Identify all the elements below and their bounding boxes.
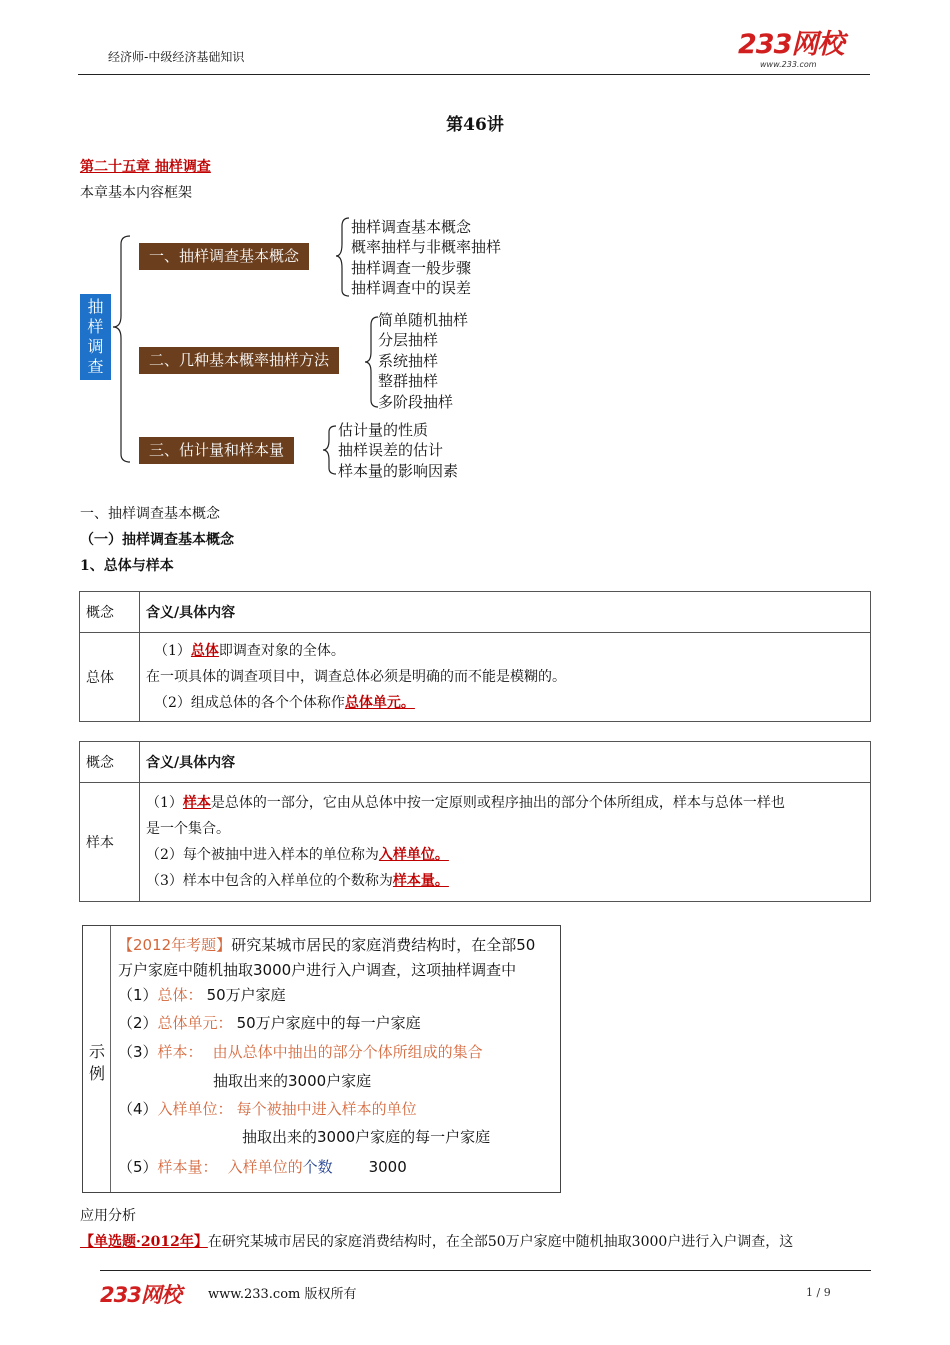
example-item [118, 1012, 421, 1033]
text: 研究某城市居民的家庭消费结构时，在全部50 [231, 936, 536, 954]
highlight-term: 总体 [190, 643, 219, 659]
example-item [118, 1041, 483, 1062]
table-sample [79, 741, 871, 902]
example-box [82, 925, 561, 1193]
question [80, 1231, 793, 1251]
header-course: 经济师-中级经济基础知识 [108, 50, 245, 64]
mindmap-leaf: 抽样调查中的误差 [351, 279, 472, 298]
example-item [118, 984, 286, 1005]
logo-url: www.233.com [760, 60, 817, 69]
logo-text: 233网校 [738, 29, 844, 60]
mindmap-leaf: 概率抽样与非概率抽样 [351, 238, 502, 257]
highlight-term: 样本 [182, 795, 211, 811]
example-intro [118, 934, 535, 955]
mindmap-root: 抽样调查 [80, 294, 111, 380]
header-divider [78, 74, 870, 75]
mindmap-leaf: 整群抽样 [378, 372, 439, 391]
page-title: 第46讲 [446, 115, 504, 135]
row-label: 总体 [80, 633, 140, 722]
example-item [118, 1098, 417, 1119]
footer-divider [100, 1270, 871, 1271]
text: （3）样本中包含的入样单位的个数称为 [146, 873, 393, 889]
term: 样本量： [157, 1158, 218, 1176]
table-cell [140, 633, 871, 722]
example-intro-2: 万户家庭中随机抽取3000户进行入户调查，这项抽样调查中 [118, 961, 517, 979]
text: （2） [118, 1014, 158, 1032]
topic-heading: 1、总体与样本 [80, 558, 174, 574]
mindmap-branch-3: 三、估计量和样本量 [139, 437, 294, 464]
mindmap-leaf: 系统抽样 [378, 351, 439, 370]
definition: 由从总体中抽出的部分个体所组成的集合 [212, 1043, 483, 1061]
definition: 每个被抽中进入样本的单位 [236, 1100, 417, 1118]
mindmap-leaf: 抽样调查一般步骤 [351, 258, 472, 277]
mindmap-branch-3-leaves [338, 420, 458, 481]
text: （2）每个被抽中进入样本的单位称为 [146, 847, 379, 863]
highlight-term: 样本量。 [392, 873, 449, 889]
text: （1） [146, 795, 183, 811]
mindmap-leaf: 抽样调查基本概念 [351, 218, 472, 236]
example-item-desc: 抽取出来的3000户家庭的每一户家庭 [242, 1128, 491, 1146]
table-cell [140, 783, 871, 902]
highlight-term: 总体单元。 [344, 695, 415, 711]
example-item [118, 1156, 407, 1177]
term: 样本： [157, 1043, 203, 1061]
chapter-title: 第二十五章 抽样调查 [80, 159, 211, 175]
mindmap-leaf: 多阶段抽样 [378, 392, 454, 411]
table-header: 概念 [80, 592, 140, 633]
definition-emphasis: 个数 [302, 1158, 333, 1176]
example-label: 示例 [89, 1042, 106, 1083]
mindmap-leaf: 样本量的影响因素 [338, 461, 459, 480]
text: （1） [154, 643, 191, 659]
footer-copyright: www.233.com 版权所有 [208, 1287, 357, 1302]
text: 在一项具体的调查项目中，调查总体必须是明确的而不能是模糊的。 [146, 669, 566, 685]
mindmap-branch-1: 一、抽样调查基本概念 [139, 243, 309, 270]
section-heading: 一、抽样调查基本概念 [80, 506, 220, 522]
term: 总体： [157, 986, 203, 1004]
mindmap-leaf: 简单随机抽样 [378, 311, 469, 329]
mindmap-branch-2: 二、几种基本概率抽样方法 [139, 347, 339, 374]
example-item-desc: 抽取出来的3000户家庭 [213, 1072, 372, 1090]
page-number: 1 / 9 [806, 1286, 831, 1299]
mindmap-leaf: 分层抽样 [378, 331, 439, 350]
exam-tag: 【2012年考题】 [118, 936, 232, 954]
mindmap-branch-2-leaves [378, 310, 468, 412]
text: 是一个集合。 [146, 821, 230, 837]
table-header: 概念 [80, 742, 140, 783]
mindmap-leaf: 抽样误差的估计 [338, 441, 444, 460]
text: （5） [118, 1158, 158, 1176]
text: 3000 [368, 1158, 407, 1176]
text: （1） [118, 986, 158, 1004]
definition: 入样单位的 [227, 1158, 303, 1176]
text: （2）组成总体的各个个体称作 [154, 695, 345, 711]
highlight-term: 入样单位。 [378, 847, 449, 863]
term: 总体单元： [157, 1014, 233, 1032]
question-tag: 【单选题·2012年】 [80, 1234, 208, 1250]
text: 50万户家庭中的每一户家庭 [236, 1014, 421, 1032]
table-header: 含义/具体内容 [140, 742, 871, 783]
text: 即调查对象的全体。 [218, 643, 345, 659]
mindmap [78, 210, 538, 480]
logo [738, 30, 850, 72]
subsection-heading: （一）抽样调查基本概念 [80, 532, 234, 548]
text: 50万户家庭 [206, 986, 286, 1004]
row-label: 样本 [80, 783, 140, 902]
mindmap-branch-1-leaves [351, 217, 501, 299]
text: 是总体的一部分，它由从总体中按一定原则或程序抽出的部分个体所组成，样本与总体一样也 [210, 795, 785, 811]
table-header: 含义/具体内容 [140, 592, 871, 633]
framework-label: 本章基本内容框架 [80, 185, 192, 201]
text: （3） [118, 1043, 158, 1061]
analysis-label: 应用分析 [80, 1208, 136, 1224]
term: 入样单位： [157, 1100, 233, 1118]
mindmap-leaf: 估计量的性质 [338, 421, 429, 439]
question-text: 在研究某城市居民的家庭消费结构时，在全部50万户家庭中随机抽取3000户进行入户调查，这 [207, 1234, 794, 1250]
footer-logo: 233网校 [100, 1283, 181, 1307]
text: （4） [118, 1100, 158, 1118]
table-population [79, 591, 871, 722]
